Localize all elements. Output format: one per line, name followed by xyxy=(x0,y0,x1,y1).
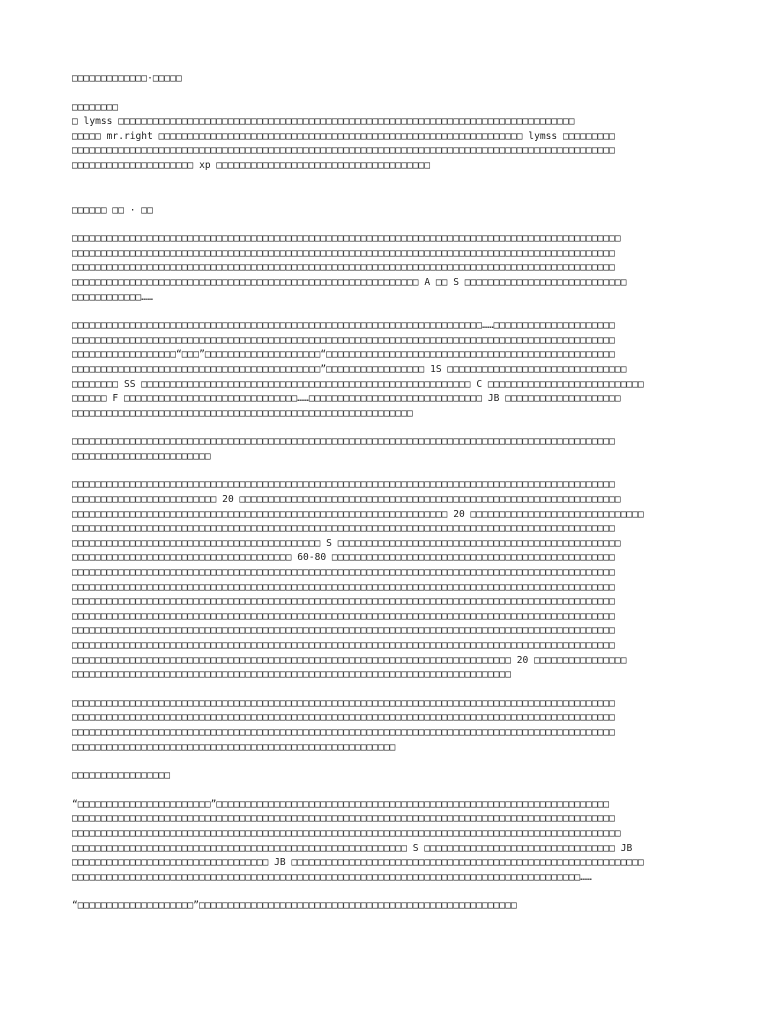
paragraph: □□□□□□□□□□□□□□□□□□□□□□□□□□□□□□□□□□□□□□□□□□□□□□□□□□□□□□□□□□□□□□□□□□□□□□□□□□□□□□□□□□□□□□□□□□□□□□ □□□□□□□□□□□□□□□□□□□□□□□□□ 20 □□□□□□□□□□□□□□□□□□□□□□□□□□□□□□□□□□□□□□□□□□□□□□□□□□□□□□□□□□□□□□□□□□ □□□□□□□□□□□□□□□□□□□□□□□□□□□□□□□□□□□□□□□□□□□□□□□□□□□□□□□□□□□□□□□□□ 20 □□□□□□□□□□□□□□□□□□□□□□□□□□□□□□ □□□□□□□□□□□□□□□□□□□□□□□□□□□□□□□□□□□□□□□□□□□□□□□□□□□□□□□□□□□□□□□□□□□□□□□□□□□□□□□□□□□□□□□□□□□□□□ □□□□□□□□□□□□□□□□□□□□□□□□□□□□□□□□□□□□□□□□□□□ S □□□□□□□□□□□□□□□□□□□□□□□□□□□□□□□□□□□□□□□□□□□□□□□□□ □□□□□□□□□□□□□□□□□□□□□□□□□□□□□□□□□□□□□□ 60-80 □□□□□□□□□□□□□□□□□□□□□□□□□□□□□□□□□□□□□□□□□□□□□□□□□ □□□□□□□□□□□□□□□□□□□□□□□□□□□□□□□□□□□□□□□□□□□□□□□□□□□□□□□□□□□□□□□□□□□□□□□□□□□□□□□□□□□□□□□□□□□□□□ □□□□□□□□□□□□□□□□□□□□□□□□□□□□□□□□□□□□□□□□□□□□□□□□□□□□□□□□□□□□□□□□□□□□□□□□□□□□□□□□□□□□□□□□□□□□□□ □□□□□□□□□□□□□□□□□□□□□□□□□□□□□□□□□□□□□□□□□□□□□□□□□□□□□□□□□□□□□□□□□□□□□□□□□□□□□□□□□□□□□□□□□□□□□□ □□□□□□□□□□□□□□□□□□□□□□□□□□□□□□□□□□□□□□□□□□□□□□□□□□□□□□□□□□□□□□□□□□□□□□□□□□□□□□□□□□□□□□□□□□□□□□ □□□□□□□□□□□□□□□□□□□□□□□□□□□□□□□□□□□□□□□□□□□□□□□□□□□□□□□□□□□□□□□□□□□□□□□□□□□□□□□□□□□□□□□□□□□□□□ □□□□□□□□□□□□□□□□□□□□□□□□□□□□□□□□□□□□□□□□□□□□□□□□□□□□□□□□□□□□□□□□□□□□□□□□□□□□□□□□□□□□□□□□□□□□□□ □□□□□□□□□□□□□□□□□□□□□□□□□□□□□□□□□□□□□□□□□□□□□□□□□□□□□□□□□□□□□□□□□□□□□□□□□□□□ 20 □□□□□□□□□□□□□□□□ □□□□□□□□□□□□□□□□□□□□□□□□□□□□□□□□□□□□□□□□□□□□□□□□□□□□□□□□□□□□□□□□□□□□□□□□□□□□ xyxy=(72,479,644,681)
paragraph: □□□□□□□□□□□□□□□□□□□□□□□□□□□□□□□□□□□□□□□□□□□□□□□□□□□□□□□□□□□□□□□□□□□□□□□□□□□□□□□□□□□□□□□□□□□□□□□ □□□□□□□□□□□□□□□□□□□□□□□□□□□□□□□□□□□□□□□□□□□□□□□□□□□□□□□□□□□□□□□□□□□□□□□□□□□□□□□□□□□□□□□□□□□□□□ □□□□□□□□□□□□□□□□□□□□□□□□□□□□□□□□□□□□□□□□□□□□□□□□□□□□□□□□□□□□□□□□□□□□□□□□□□□□□□□□□□□□□□□□□□□□□□ □□□□□□□□□□□□□□□□□□□□□□□□□□□□□□□□□□□□□□□□□□□□□□□□□□□□□□□□□□□□ A □□ S □□□□□□□□□□□□□□□□□□□□□□□□□□□□ □□□□□□□□□□□□…… xyxy=(72,233,627,303)
section-heading: □□□□□□ □□ · □□ xyxy=(72,204,153,216)
paragraph: □□□□□□□□□□□□□□□□□□□□□□□□□□□□□□□□□□□□□□□□□□□□□□□□□□□□□□□□□□□□□□□□□□□□□□□□□□□□□□□□□□□□□□□□□□□□□□ □□□□□□□□□□□□□□□□□□□□□□□□ xyxy=(72,436,615,462)
paragraph-intro: □□□□□□□□ □ lymss □□□□□□□□□□□□□□□□□□□□□□□□□□□□□□□□□□□□□□□□□□□□□□□□□□□□□□□□□□□□□□□□□□□□□□□□□□□□□□□ □□□□□ mr.right □□□□□□□□□□□□□□□□□□□□□□□□□□□□□□□□□□□□□□□□□□□□□□□□□□□□□□□□□□□□□□□ lymss □□□□□□□□□ □□□□□□□□□□□□□□□□□□□□□□□□□□□□□□□□□□□□□□□□□□□□□□□□□□□□□□□□□□□□□□□□□□□□□□□□□□□□□□□□□□□□□□□□□□□□□□ □□□□□□□□□□□□□□□□□□□□□ xp □□□□□□□□□□□□□□□□□□□□□□□□□□□□□□□□□□□□□ xyxy=(72,101,615,171)
paragraph: □□□□□□□□□□□□□□□□□□□□□□□□□□□□□□□□□□□□□□□□□□□□□□□□□□□□□□□□□□□□□□□□□□□□□□□……□□□□□□□□□□□□□□□□□□□□□ □□□□□□□□□□□□□□□□□□□□□□□□□□□□□□□□□□□□□□□□□□□□□□□□□□□□□□□□□□□□□□□□□□□□□□□□□□□□□□□□□□□□□□□□□□□□□□ □□□□□□□□□□□□□□□□□□“□□□”□□□□□□□□□□□□□□□□□□□□“□□□□□□□□□□□□□□□□□□□□□□□□□□□□□□□□□□□□□□□□□□□□□□□□□□ □□□□□□□□□□□□□□□□□□□□□□□□□□□□□□□□□□□□□□□□□□□”□□□□□□□□□□□□□□□□□ 1S □□□□□□□□□□□□□□□□□□□□□□□□□□□□□□□ □□□□□□□□ SS □□□□□□□□□□□□□□□□□□□□□□□□□□□□□□□□□□□□□□□□□□□□□□□□□□□□□□□□□ C □□□□□□□□□□□□□□□□□□□□□□□□□□□ □□□□□□ F □□□□□□□□□□□□□□□□□□□□□□□□□□□□□□……□□□□□□□□□□□□□□□□□□□□□□□□□□□□□□ JB □□□□□□□□□□□□□□□□□□□□ □□□□□□□□□□□□□□□□□□□□□□□□□□□□□□□□□□□□□□□□□□□□□□□□□□□□□□□□□□□ xyxy=(72,320,644,419)
paragraph: □□□□□□□□□□□□□□□□□□□□□□□□□□□□□□□□□□□□□□□□□□□□□□□□□□□□□□□□□□□□□□□□□□□□□□□□□□□□□□□□□□□□□□□□□□□□□□ □□□□□□□□□□□□□□□□□□□□□□□□□□□□□□□□□□□□□□□□□□□□□□□□□□□□□□□□□□□□□□□□□□□□□□□□□□□□□□□□□□□□□□□□□□□□□□ □□□□□□□□□□□□□□□□□□□□□□□□□□□□□□□□□□□□□□□□□□□□□□□□□□□□□□□□□□□□□□□□□□□□□□□□□□□□□□□□□□□□□□□□□□□□□□ □□□□□□□□□□□□□□□□□□□□□□□□□□□□□□□□□□□□□□□□□□□□□□□□□□□□□□□□ xyxy=(72,697,615,753)
subheading: □□□□□□□□□□□□□□□□□ xyxy=(72,770,171,782)
paragraph: “□□□□□□□□□□□□□□□□□□□□”□□□□□□□□□□□□□□□□□□□□□□□□□□□□□□□□□□□□□□□□□□□□□□□□□□□□□□□ xyxy=(72,900,517,912)
paragraph: “□□□□□□□□□□□□□□□□□□□□□□□”□□□□□□□□□□□□□□□□□□□□□□□□□□□□□□□□□□□□□□□□□□□□□□□□□□□□□□□□□□□□□□□□□□□□ □□□□□□□□□□□□□□□□□□□□□□□□□□□□□□□□□□□□□□□□□□□□□□□□□□□□□□□□□□□□□□□□□□□□□□□□□□□□□□□□□□□□□□□□□□□□□□ □□□□□□□□□□□□□□□□□□□□□□□□□□□□□□□□□□□□□□□□□□□□□□□□□□□□□□□□□□□□□□□□□□□□□□□□□□□□□□□□□□□□□□□□□□□□□□□ □□□□□□□□□□□□□□□□□□□□□□□□□□□□□□□□□□□□□□□□□□□□□□□□□□□□□□□□□□ S □□□□□□□□□□□□□□□□□□□□□□□□□□□□□□□□□ JB □□□□□□□□□□□□□□□□□□□□□□□□□□□□□□□□□□ JB □□□□□□□□□□□□□□□□□□□□□□□□□□□□□□□□□□□□□□□□□□□□□□□□□□□□□□□□□□□□□ □□□□□□□□□□□□□□□□□□□□□□□□□□□□□□□□□□□□□□□□□□□□□□□□□□□□□□□□□□□□□□□□□□□□□□□□□□□□□□□□□□□□□□□□…… xyxy=(72,798,644,883)
document-page xyxy=(72,72,704,928)
document-title: □□□□□□□□□□□□□·□□□□□ xyxy=(72,73,182,84)
